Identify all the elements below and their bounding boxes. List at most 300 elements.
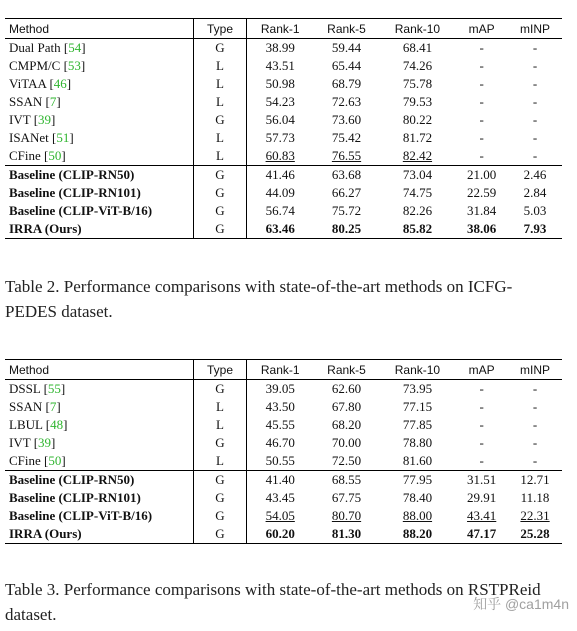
method-name: IVT	[9, 112, 31, 127]
table-2	[5, 18, 562, 239]
map-cell	[455, 93, 508, 111]
cell-value: -	[479, 112, 484, 127]
r5-cell	[313, 525, 379, 544]
r5-cell	[313, 93, 379, 111]
cell-value: 68.79	[331, 76, 362, 91]
r10-cell	[380, 184, 456, 202]
map-cell	[455, 507, 508, 525]
method-name: Baseline (CLIP-ViT-B/16)	[9, 203, 153, 218]
method-cell	[5, 525, 194, 544]
cell-value: 76.55	[331, 148, 362, 163]
map-cell	[455, 111, 508, 129]
cell-value: -	[532, 40, 538, 55]
cell-value: 66.27	[331, 185, 362, 200]
cell-value: 60.20	[265, 526, 295, 541]
cell-value: 21.00	[467, 167, 497, 182]
minp-cell	[508, 525, 562, 544]
r5-cell	[313, 507, 379, 525]
minp-cell	[508, 75, 562, 93]
cell-value: -	[532, 381, 538, 396]
cell-value: 78.80	[402, 435, 433, 450]
method-name: CFine	[9, 148, 41, 163]
method-name: SSAN	[9, 94, 43, 109]
cell-value: -	[532, 112, 538, 127]
type-cell: G	[194, 166, 247, 185]
table-row	[5, 39, 562, 58]
r10-cell	[380, 380, 456, 399]
method-cell: LBUL [48]	[5, 416, 194, 434]
method-cell: CFine [50]	[5, 147, 194, 166]
citation-link[interactable]: 50	[48, 453, 62, 468]
method-name: Baseline (CLIP-RN101)	[9, 490, 141, 505]
table-row	[5, 166, 562, 185]
citation-link[interactable]: 54	[68, 40, 82, 55]
method-name: SSAN	[9, 399, 43, 414]
cell-value: 7.93	[523, 221, 547, 236]
type-cell: G	[194, 471, 247, 490]
r10-cell	[380, 111, 456, 129]
method-name: LBUL	[9, 417, 43, 432]
citation-link[interactable]: 46	[53, 76, 67, 91]
cell-value: 82.42	[402, 148, 433, 163]
r1-cell	[247, 166, 314, 185]
cell-value: 63.46	[265, 221, 295, 236]
cell-value: 54.05	[265, 508, 295, 523]
cell-value: -	[532, 76, 538, 91]
cell-value: 2.84	[523, 185, 547, 200]
r10-cell	[380, 202, 456, 220]
cell-value: 77.85	[402, 417, 433, 432]
method-cell: Dual Path [54]	[5, 39, 194, 58]
cell-value: -	[479, 58, 484, 73]
method-name: DSSL	[9, 381, 41, 396]
r1-cell	[247, 380, 314, 399]
r1-cell	[247, 147, 314, 166]
type-cell: G	[194, 220, 247, 239]
minp-cell	[508, 129, 562, 147]
r1-cell	[247, 398, 314, 416]
r5-cell	[313, 489, 379, 507]
cell-value: 45.55	[265, 417, 295, 432]
r5-cell	[313, 147, 379, 166]
minp-cell	[508, 147, 562, 166]
method-cell	[5, 489, 194, 507]
method-cell	[5, 184, 194, 202]
minp-cell	[508, 184, 562, 202]
cell-value: 88.00	[402, 508, 433, 523]
cell-value: 22.59	[467, 185, 497, 200]
map-cell	[455, 471, 508, 490]
table-row	[5, 507, 562, 525]
cell-value: 73.60	[331, 112, 362, 127]
cell-value: -	[479, 381, 484, 396]
method-name: Baseline (CLIP-RN50)	[9, 167, 135, 182]
r1-cell	[247, 434, 314, 452]
r5-cell	[313, 39, 379, 58]
r5-cell	[313, 202, 379, 220]
minp-cell	[508, 507, 562, 525]
table-row	[5, 93, 562, 111]
type-cell: G	[194, 111, 247, 129]
header-map: mAP	[455, 19, 508, 39]
citation-link[interactable]: 7	[49, 94, 57, 109]
cell-value: 31.84	[467, 203, 497, 218]
map-cell	[455, 147, 508, 166]
table-row	[5, 489, 562, 507]
r5-cell	[313, 57, 379, 75]
cell-value: 81.30	[331, 526, 362, 541]
cell-value: 72.63	[331, 94, 362, 109]
cell-value: 41.40	[265, 472, 295, 487]
method-name: IVT	[9, 435, 31, 450]
minp-cell	[508, 398, 562, 416]
cell-value: 22.31	[520, 508, 550, 523]
table-row	[5, 75, 562, 93]
minp-cell	[508, 39, 562, 58]
cell-value: 25.28	[520, 526, 550, 541]
r10-cell	[380, 471, 456, 490]
table-3-body	[5, 380, 562, 544]
table-row	[5, 452, 562, 471]
r1-cell	[247, 202, 314, 220]
citation-link[interactable]: 55	[47, 381, 61, 396]
map-cell	[455, 57, 508, 75]
r1-cell	[247, 525, 314, 544]
cell-value: 43.41	[467, 508, 497, 523]
cell-value: 74.26	[402, 58, 433, 73]
minp-cell	[508, 452, 562, 471]
table-row	[5, 220, 562, 239]
table-row	[5, 434, 562, 452]
table-row	[5, 184, 562, 202]
r1-cell	[247, 507, 314, 525]
citation-link[interactable]: 48	[50, 417, 64, 432]
map-cell	[455, 434, 508, 452]
method-name: IRRA (Ours)	[9, 526, 82, 541]
citation-link[interactable]: 39	[38, 112, 52, 127]
cell-value: -	[532, 435, 538, 450]
method-name: Dual Path	[9, 40, 61, 55]
r1-cell	[247, 129, 314, 147]
cell-value: 75.78	[402, 76, 433, 91]
type-cell: L	[194, 57, 247, 75]
r10-cell	[380, 129, 456, 147]
header-rank5: Rank-5	[313, 19, 379, 39]
r1-cell	[247, 184, 314, 202]
cell-value: 88.20	[402, 526, 433, 541]
method-name: CMPM/C	[9, 58, 61, 73]
table-row	[5, 416, 562, 434]
header-method: Method	[5, 19, 194, 39]
cell-value: 67.75	[331, 490, 362, 505]
cell-value: 43.51	[265, 58, 295, 73]
type-cell: G	[194, 507, 247, 525]
r5-cell	[313, 220, 379, 239]
cell-value: 79.53	[402, 94, 433, 109]
cell-value: 56.04	[265, 112, 295, 127]
r10-cell	[380, 507, 456, 525]
header-minp: mINP	[508, 360, 562, 380]
cell-value: 81.72	[402, 130, 433, 145]
header-type: Type	[194, 360, 247, 380]
r1-cell	[247, 57, 314, 75]
r10-cell	[380, 398, 456, 416]
table-3-caption: Table 3. Performance comparisons with state-of-the-art methods on RSTPReid dataset.	[5, 580, 541, 624]
method-cell: ISANet [51]	[5, 129, 194, 147]
map-cell	[455, 380, 508, 399]
header-minp: mINP	[508, 19, 562, 39]
cell-value: 50.98	[265, 76, 295, 91]
table-row	[5, 525, 562, 544]
method-cell	[5, 471, 194, 490]
map-cell	[455, 75, 508, 93]
citation-link[interactable]: 39	[38, 435, 52, 450]
cell-value: 82.26	[402, 203, 433, 218]
method-cell: ViTAA [46]	[5, 75, 194, 93]
minp-cell	[508, 434, 562, 452]
citation-link[interactable]: 53	[67, 58, 81, 73]
type-cell: G	[194, 525, 247, 544]
method-name: ViTAA	[9, 76, 47, 91]
cell-value: 72.50	[331, 453, 362, 468]
method-name: Baseline (CLIP-ViT-B/16)	[9, 508, 153, 523]
header-rank5: Rank-5	[313, 360, 379, 380]
method-name: ISANet	[9, 130, 49, 145]
cell-value: 67.80	[331, 399, 362, 414]
r5-cell	[313, 434, 379, 452]
cell-value: 12.71	[520, 472, 550, 487]
cell-value: -	[532, 453, 538, 468]
cell-value: 59.44	[331, 40, 362, 55]
cell-value: 73.04	[402, 167, 433, 182]
r5-cell	[313, 184, 379, 202]
type-cell: L	[194, 147, 247, 166]
type-cell: G	[194, 380, 247, 399]
minp-cell	[508, 380, 562, 399]
minp-cell	[508, 202, 562, 220]
header-rank1: Rank-1	[247, 360, 314, 380]
cell-value: 68.41	[402, 40, 433, 55]
table-row	[5, 202, 562, 220]
minp-cell	[508, 57, 562, 75]
cell-value: -	[479, 148, 484, 163]
r10-cell	[380, 220, 456, 239]
cell-value: 80.22	[402, 112, 433, 127]
r5-cell	[313, 398, 379, 416]
cell-value: 56.74	[265, 203, 295, 218]
type-cell: L	[194, 416, 247, 434]
watermark: 知乎 @ca1m4n	[473, 596, 569, 612]
cell-value: -	[479, 76, 484, 91]
type-cell: G	[194, 184, 247, 202]
cell-value: 29.91	[467, 490, 497, 505]
cell-value: 74.75	[402, 185, 433, 200]
method-cell: SSAN [7]	[5, 398, 194, 416]
r5-cell	[313, 166, 379, 185]
cell-value: 54.23	[265, 94, 295, 109]
cell-value: -	[532, 148, 538, 163]
cell-value: -	[479, 435, 484, 450]
minp-cell	[508, 166, 562, 185]
r10-cell	[380, 434, 456, 452]
method-cell: IVT [39]	[5, 434, 194, 452]
minp-cell	[508, 489, 562, 507]
map-cell	[455, 202, 508, 220]
header-method: Method	[5, 360, 194, 380]
cell-value: -	[479, 40, 484, 55]
cell-value: -	[479, 94, 484, 109]
type-cell: G	[194, 489, 247, 507]
r10-cell	[380, 57, 456, 75]
r1-cell	[247, 220, 314, 239]
r10-cell	[380, 147, 456, 166]
map-cell	[455, 416, 508, 434]
map-cell	[455, 166, 508, 185]
minp-cell	[508, 220, 562, 239]
table-2-body	[5, 39, 562, 239]
cell-value: 77.95	[402, 472, 433, 487]
table-row	[5, 57, 562, 75]
r5-cell	[313, 129, 379, 147]
method-name: Baseline (CLIP-RN101)	[9, 185, 141, 200]
method-cell	[5, 166, 194, 185]
r1-cell	[247, 452, 314, 471]
type-cell: L	[194, 452, 247, 471]
citation-link[interactable]: 50	[48, 148, 62, 163]
r5-cell	[313, 416, 379, 434]
cell-value: 62.60	[331, 381, 362, 396]
cell-value: 75.42	[331, 130, 362, 145]
type-cell: G	[194, 39, 247, 58]
table-row	[5, 129, 562, 147]
cell-value: -	[532, 58, 538, 73]
cell-value: 31.51	[467, 472, 497, 487]
cell-value: 70.00	[331, 435, 362, 450]
cell-value: 2.46	[523, 167, 547, 182]
citation-link[interactable]: 7	[49, 399, 57, 414]
r1-cell	[247, 111, 314, 129]
r10-cell	[380, 93, 456, 111]
r5-cell	[313, 452, 379, 471]
map-cell	[455, 184, 508, 202]
cell-value: 80.25	[331, 221, 362, 236]
cell-value: 57.73	[265, 130, 295, 145]
r1-cell	[247, 489, 314, 507]
r1-cell	[247, 416, 314, 434]
table-row	[5, 380, 562, 399]
r5-cell	[313, 111, 379, 129]
cell-value: 73.95	[402, 381, 433, 396]
cell-value: -	[479, 417, 484, 432]
r1-cell	[247, 39, 314, 58]
r10-cell	[380, 489, 456, 507]
type-cell: G	[194, 434, 247, 452]
cell-value: 63.68	[331, 167, 362, 182]
cell-value: -	[532, 417, 538, 432]
r1-cell	[247, 75, 314, 93]
cell-value: 39.05	[265, 381, 295, 396]
method-cell	[5, 507, 194, 525]
cell-value: 11.18	[520, 490, 550, 505]
cell-value: 41.46	[265, 167, 295, 182]
table-row	[5, 398, 562, 416]
cell-value: -	[532, 399, 538, 414]
citation-link[interactable]: 51	[56, 130, 70, 145]
method-cell: CFine [50]	[5, 452, 194, 471]
header-rank1: Rank-1	[247, 19, 314, 39]
method-name: IRRA (Ours)	[9, 221, 82, 236]
map-cell	[455, 452, 508, 471]
r5-cell	[313, 471, 379, 490]
header-map: mAP	[455, 360, 508, 380]
type-cell: L	[194, 398, 247, 416]
cell-value: 50.55	[265, 453, 295, 468]
method-cell	[5, 202, 194, 220]
method-cell: CMPM/C [53]	[5, 57, 194, 75]
cell-value: -	[532, 130, 538, 145]
cell-value: 77.15	[402, 399, 433, 414]
cell-value: 46.70	[265, 435, 295, 450]
method-cell	[5, 220, 194, 239]
method-name: Baseline (CLIP-RN50)	[9, 472, 135, 487]
cell-value: 68.55	[331, 472, 362, 487]
cell-value: 60.83	[265, 148, 295, 163]
method-cell: DSSL [55]	[5, 380, 194, 399]
r1-cell	[247, 471, 314, 490]
table-2-caption: Table 2. Performance comparisons with state-of-the-art methods on ICFG-PEDES dataset.	[5, 277, 513, 321]
method-name: CFine	[9, 453, 41, 468]
r5-cell	[313, 380, 379, 399]
r5-cell	[313, 75, 379, 93]
type-cell: L	[194, 75, 247, 93]
cell-value: 38.06	[467, 221, 497, 236]
map-cell	[455, 129, 508, 147]
r10-cell	[380, 75, 456, 93]
type-cell: L	[194, 93, 247, 111]
r10-cell	[380, 39, 456, 58]
map-cell	[455, 39, 508, 58]
map-cell	[455, 398, 508, 416]
cell-value: 80.70	[331, 508, 362, 523]
cell-value: 78.40	[402, 490, 433, 505]
cell-value: 65.44	[331, 58, 362, 73]
minp-cell	[508, 93, 562, 111]
r10-cell	[380, 525, 456, 544]
table-3	[5, 359, 562, 544]
table-row	[5, 111, 562, 129]
cell-value: -	[479, 130, 484, 145]
type-cell: G	[194, 202, 247, 220]
r1-cell	[247, 93, 314, 111]
cell-value: 44.09	[265, 185, 295, 200]
cell-value: 43.45	[265, 490, 295, 505]
type-cell: L	[194, 129, 247, 147]
cell-value: 5.03	[523, 203, 547, 218]
cell-value: -	[479, 453, 484, 468]
cell-value: -	[532, 94, 538, 109]
cell-value: 85.82	[402, 221, 433, 236]
minp-cell	[508, 416, 562, 434]
r10-cell	[380, 452, 456, 471]
r10-cell	[380, 416, 456, 434]
cell-value: 68.20	[331, 417, 362, 432]
cell-value: -	[479, 399, 484, 414]
header-rank10: Rank-10	[380, 19, 456, 39]
map-cell	[455, 489, 508, 507]
cell-value: 43.50	[265, 399, 295, 414]
cell-value: 81.60	[402, 453, 433, 468]
map-cell	[455, 220, 508, 239]
